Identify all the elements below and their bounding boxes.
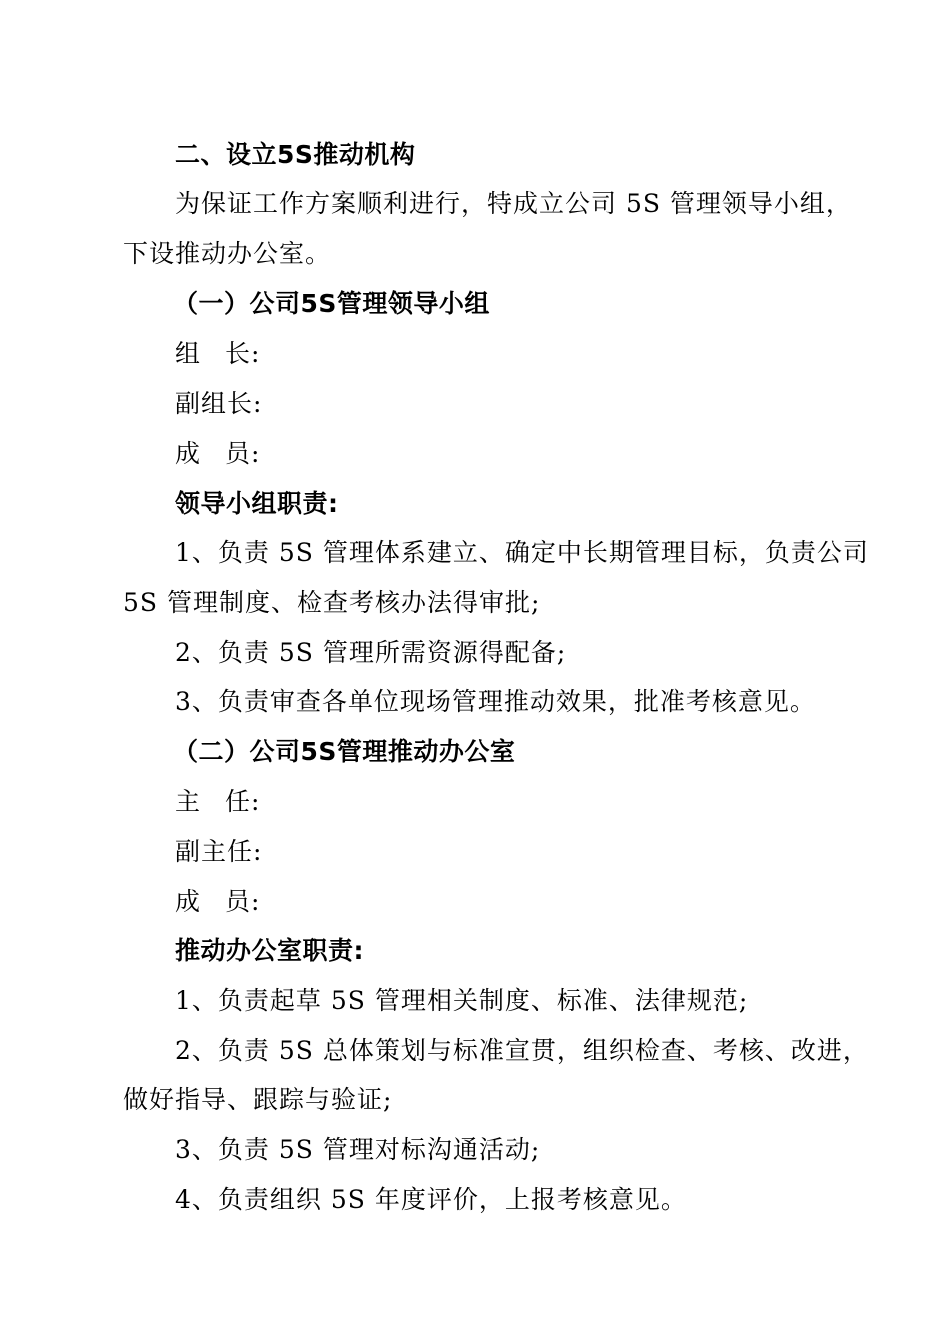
- group2-deputy-label: 副主任:: [175, 837, 263, 866]
- group2-duty-2-line-1: 2、负责 5S 总体策划与标准宣贯，组织检查、考核、改进，: [175, 1036, 869, 1065]
- members-label-part1: 成: [175, 887, 202, 916]
- leader-label-part1: 组: [175, 339, 202, 368]
- group1-duty-1-line-1: 1、负责 5S 管理体系建立、确定中长期管理目标，负责公司: [175, 538, 869, 567]
- group2-duty-3: 3、负责 5S 管理对标沟通活动;: [175, 1135, 541, 1164]
- group1-duty-2: 2、负责 5S 管理所需资源得配备;: [175, 638, 567, 667]
- intro-line-2: 下设推动办公室。: [123, 239, 332, 268]
- group2-heading: （二）公司5S管理推动办公室: [173, 737, 516, 766]
- group1-duty-1-line-2: 5S 管理制度、检查考核办法得审批;: [123, 588, 541, 617]
- group2-duty-4: 4、负责组织 5S 年度评价，上报考核意见。: [175, 1185, 687, 1214]
- leader-label-part2: 长:: [225, 339, 261, 368]
- group1-duties-heading: 领导小组职责:: [175, 489, 339, 518]
- members-label-part2: 员:: [225, 439, 261, 468]
- group1-heading: （一）公司5S管理领导小组: [173, 289, 490, 318]
- group1-deputy-label: 副组长:: [175, 389, 263, 418]
- group2-director-label: [175, 785, 260, 819]
- members-label-part1: 成: [175, 439, 202, 468]
- director-label-part2: 任:: [225, 787, 261, 816]
- group1-leader-label: [175, 337, 260, 371]
- intro-line-1: 为保证工作方案顺利进行，特成立公司 5S 管理领导小组，: [175, 189, 852, 218]
- group1-members-label: [175, 437, 260, 471]
- section-heading: 二、设立5S推动机构: [175, 140, 416, 169]
- group2-duty-2-line-2: 做好指导、跟踪与验证;: [123, 1085, 393, 1114]
- group2-duties-heading: 推动办公室职责:: [175, 936, 364, 965]
- director-label-part1: 主: [175, 787, 202, 816]
- group1-duty-3: 3、负责审查各单位现场管理推动效果，批准考核意见。: [175, 687, 816, 716]
- group2-members-label: [175, 885, 260, 919]
- members-label-part2: 员:: [225, 887, 261, 916]
- group2-duty-1: 1、负责起草 5S 管理相关制度、标准、法律规范;: [175, 986, 749, 1015]
